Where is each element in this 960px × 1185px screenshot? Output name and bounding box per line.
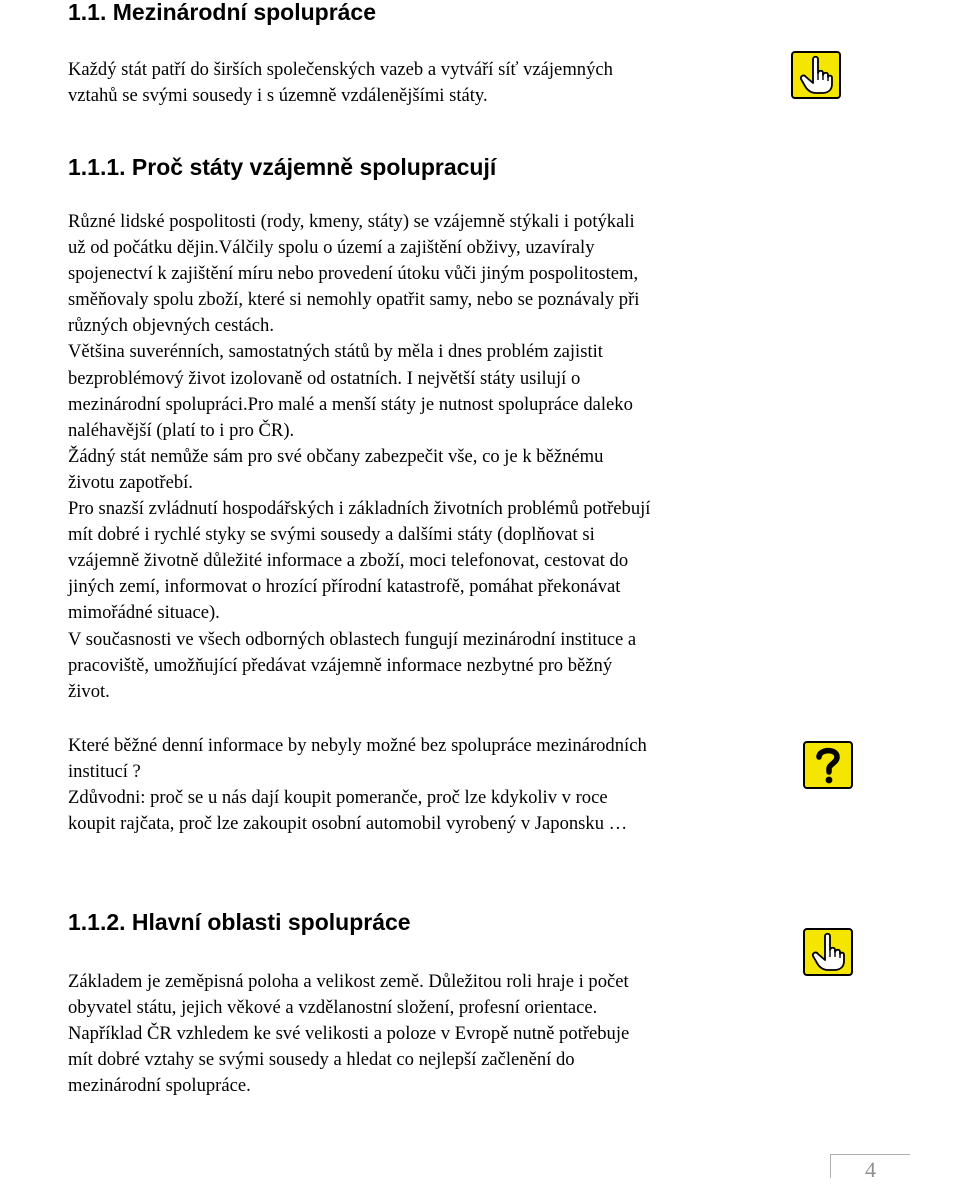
body-paragraph [68,969,788,1099]
text-line: mezinárodní spolupráce. [68,1075,251,1097]
body-paragraph [68,209,788,705]
text-line: mimořádné situace). [68,602,220,624]
pointing-finger-icon [791,51,841,99]
section-heading-1-1-1: 1.1.1. Proč státy vzájemně spolupracují [68,154,497,180]
text-line: Pro snazší zvládnutí hospodářských i základních životních problémů potřebují [68,498,651,520]
text-line: životu zapotřebí. [68,471,193,493]
text-line: koupit rajčata, proč lze zakoupit osobní automobil vyrobený v Japonsku … [68,813,628,835]
text-line: Zdůvodni: proč se u nás dají koupit pomeranče, proč lze kdykoliv v roce [68,787,608,809]
text-line: život. [68,680,110,702]
text-line: různých objevných cestách. [68,315,274,337]
text-line: Různé lidské pospolitosti (rody, kmeny, státy) se vzájemně stýkali i potýkali [68,211,635,232]
page-number: 4 [830,1154,910,1178]
text-line: naléhavější (platí to i pro ČR). [68,419,295,441]
text-line: vztahů se svými sousedy i s územně vzdálenějšími státy. [68,85,488,107]
text-line: pracoviště, umožňující předávat vzájemně informace nezbytné pro běžný [68,654,613,676]
text-line: mezinárodní spolupráci.Pro malé a menší státy je nutnost spolupráce daleko [68,393,633,415]
text-line: mít dobré vztahy se svými sousedy a hledat co nejlepší začlenění do [68,1049,575,1071]
text-line: už od počátku dějin.Válčily spolu o území a zajištění obživy, uzavíraly [68,237,595,259]
text-line: Žádný stát nemůže sám pro své občany zabezpečit vše, co je k běžnému [68,445,604,467]
intro-paragraph [68,57,788,109]
question-mark-icon [803,741,853,789]
text-line: Které běžné denní informace by nebyly možné bez spolupráce mezinárodních [68,735,647,756]
text-line: obyvatel státu, jejich věkové a vzdělanostní složení, profesní orientace. [68,997,598,1019]
text-line: jiných zemí, informovat o hrozící přírodní katastrofě, pomáhat překonávat [68,576,621,598]
text-line: bezproblémový život izolovaně od ostatních. I největší státy usilují o [68,367,581,389]
question-paragraph [68,733,788,837]
section-heading-1-1: 1.1. Mezinárodní spolupráce [68,0,377,25]
text-line: mít dobré i rychlé styky se svými sousedy a dalšími státy (doplňovat si [68,524,595,546]
text-line: Například ČR vzhledem ke své velikosti a poloze v Evropě nutně potřebuje [68,1023,630,1045]
text-line: vzájemně životně důležité informace a zboží, moci telefonovat, cestovat do [68,550,629,572]
text-line: Každý stát patří do širších společenských vazeb a vytváří síť vzájemných [68,59,613,80]
pointing-finger-icon [803,928,853,976]
text-line: Základem je zeměpisná poloha a velikost země. Důležitou roli hraje i počet [68,971,629,992]
text-line: spojenectví k zajištění míru nebo provedení útoku vůči jiným pospolitostem, [68,263,639,285]
section-heading-1-1-2: 1.1.2. Hlavní oblasti spolupráce [68,909,411,935]
text-line: Většina suverénních, samostatných států by měla i dnes problém zajistit [68,341,603,363]
text-line: V současnosti ve všech odborných oblastech fungují mezinárodní instituce a [68,628,637,650]
text-line: směňovaly spolu zboží, které si nemohly opatřit samy, nebo se poznávaly při [68,289,640,311]
text-line: institucí ? [68,761,141,783]
